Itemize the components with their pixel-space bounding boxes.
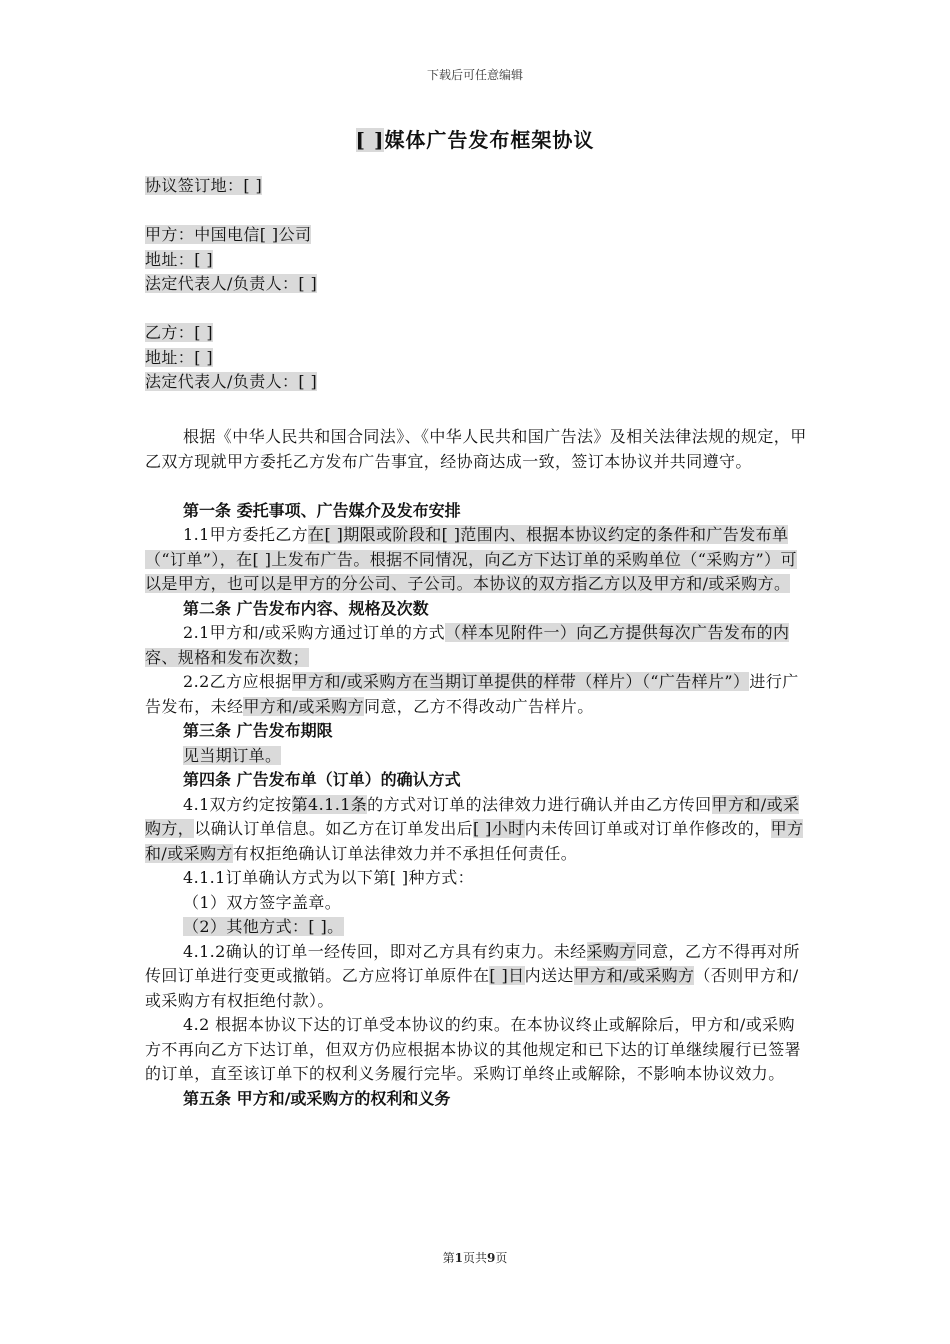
party-b-address: 地址：[ ] xyxy=(145,347,213,367)
footer-text: 页 xyxy=(495,1251,508,1265)
article-4-clause-4-2: 4.2 根据本协议下达的订单受本协议的约束。在本协议终止或解除后，甲方和/或采购方不再向乙方下达订单，但双方仍应根据本协议的其他规定和已下达的订单继续履行已签署的订单，直至该订单下的权利义务履行完毕。采购订单终止或解除，不影响本协议效力。 xyxy=(145,1015,802,1083)
page-header: 下载后可任意编辑 xyxy=(426,68,523,82)
party-a-rep: 法定代表人/负责人：[ ] xyxy=(145,274,318,293)
clause-text-highlight: 第4.1.1条 xyxy=(291,794,368,814)
article-3-title: 第三条 广告发布期限 xyxy=(183,721,333,740)
clause-text-highlight: 在[ ]期限或阶段和[ ]范围内、根据本协议约定的条件和广告发布单（“订单”），在[ ]上发布广告。根据不同情况，向乙方下达订单的采购单位（“采购方”）可以是甲方，也可以是甲方的分公司、子公司。本协议的双方指乙方以及甲方和/或采购方。 xyxy=(145,525,797,593)
clause-text-highlight: 采购方 xyxy=(586,941,636,961)
preamble: 根据《中华人民共和国合同法》、《中华人民共和国广告法》及相关法律法规的规定，甲乙双方现就甲方委托乙方发布广告事宜，经协商达成一致，签订本协议并共同遵守。 xyxy=(145,427,807,471)
clause-text: 1.1甲方委托乙方 xyxy=(183,525,309,544)
title-bracket: [ ] xyxy=(355,128,385,152)
clause-text: 有权拒绝确认订单法律效力并不承担任何责任。 xyxy=(232,843,578,863)
article-5-title: 第五条 甲方和/或采购方的权利和义务 xyxy=(183,1088,451,1108)
article-4-clause-4-1-1: 4.1.1订单确认方式为以下第[ ]种方式： xyxy=(183,868,475,887)
clause-text-highlight: 甲方和/或采购方 xyxy=(243,696,364,716)
article-2-clause-2-1 xyxy=(145,621,807,670)
clause-text-highlight: [ ]小时 xyxy=(473,819,525,838)
clause-text-highlight: [ ]日 xyxy=(489,966,525,985)
article-2-title: 第二条 广告发布内容、规格及次数 xyxy=(183,598,429,618)
clause-text-highlight: （样本见附件一）向乙方提供每次广告发布的内容、规格和发布次数； xyxy=(145,623,790,667)
clause-text-highlight: （2）其他方式：[ ]。 xyxy=(183,917,344,936)
footer-text: 第 xyxy=(442,1251,455,1265)
clause-text-highlight: 甲方和/或采购方， xyxy=(145,794,800,838)
article-1-clause-1-1 xyxy=(145,523,807,597)
page-number: 1 xyxy=(454,1251,463,1265)
clause-text: 4.1双方约定按 xyxy=(183,794,292,814)
article-4-option-2 xyxy=(145,915,807,940)
party-b-rep: 法定代表人/负责人：[ ] xyxy=(145,372,318,391)
clause-text: 内未传回订单或对订单作修改的， xyxy=(524,819,771,838)
document-title xyxy=(0,124,950,153)
party-b-name: 乙方：[ ] xyxy=(145,323,213,342)
sign-place: 协议签订地：[ ] xyxy=(145,176,263,195)
page-footer xyxy=(0,1249,950,1266)
article-1-title: 第一条 委托事项、广告媒介及发布安排 xyxy=(183,500,461,520)
clause-text: 2.1甲方和/或采购方通过订单的方式 xyxy=(183,623,446,642)
article-4-title: 第四条 广告发布单（订单）的确认方式 xyxy=(183,770,461,789)
party-info-block xyxy=(145,174,807,395)
clause-text: 4.1.2确认的订单一经传回，即对乙方具有约束力。未经 xyxy=(183,941,587,961)
title-text: 媒体广告发布框架协议 xyxy=(384,128,595,152)
article-2-clause-2-2 xyxy=(145,670,807,719)
party-a-name: 甲方：中国电信[ ]公司 xyxy=(145,225,312,244)
clause-text: （否则甲方和/或采购方有权拒绝付款）。 xyxy=(145,966,799,1010)
clause-text-highlight: 甲方和/或采购方 xyxy=(145,819,804,863)
clause-text-highlight: 甲方和/或采购方在当期订单提供的样带（样片）（“广告样片”） xyxy=(291,672,750,691)
footer-text: 页共 xyxy=(462,1251,487,1265)
article-4-option-1: （1）双方签字盖章。 xyxy=(183,892,342,912)
clause-text: 同意，乙方不得再对所传回订单进行变更或撤销。乙方应将订单原件在 xyxy=(145,941,800,985)
clause-text: 的方式对订单的法律效力进行确认并由乙方传回 xyxy=(367,794,712,814)
party-a-address: 地址：[ ] xyxy=(145,249,213,269)
clause-text: 进行广告发布，未经 xyxy=(145,672,799,716)
clause-text: 内送达 xyxy=(524,966,574,985)
clause-text: 以确认订单信息。如乙方在订单发出后 xyxy=(194,819,474,838)
clause-text-highlight: 甲方和/或采购方 xyxy=(573,966,695,985)
clause-text-highlight: 见当期订单。 xyxy=(183,745,282,765)
article-4-clause-4-1-2 xyxy=(145,940,807,1014)
article-3-text xyxy=(145,744,807,769)
article-4-clause-4-1 xyxy=(145,793,807,867)
clause-text: 2.2乙方应根据 xyxy=(183,672,292,691)
page-total: 9 xyxy=(487,1251,496,1265)
contract-body xyxy=(145,425,807,1111)
clause-text: 同意，乙方不得改动广告样片。 xyxy=(364,696,594,716)
